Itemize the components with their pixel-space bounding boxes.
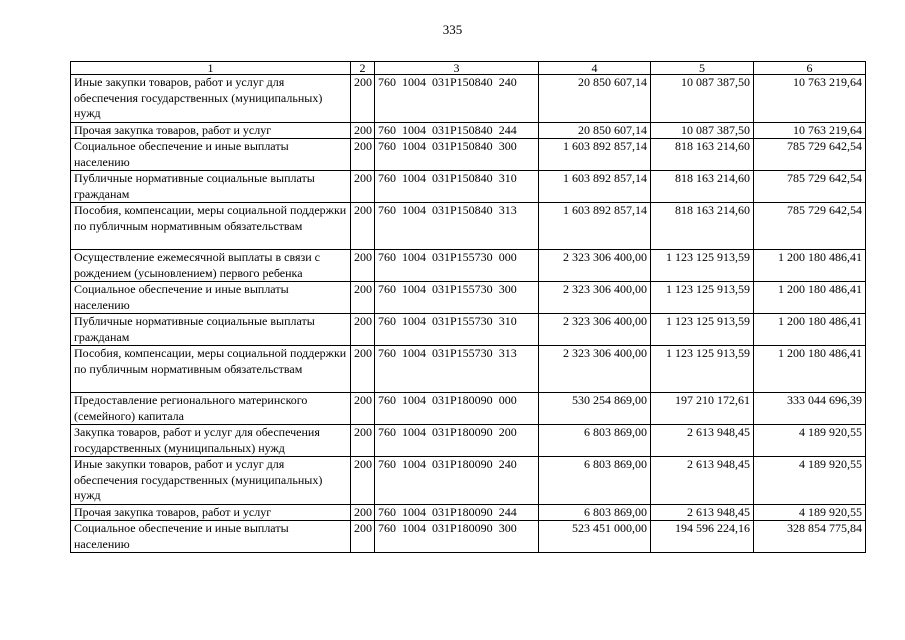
row-name: Социальное обеспечение и иные выплаты населению bbox=[71, 282, 351, 314]
row-value-5: 197 210 172,61 bbox=[651, 393, 754, 425]
row-value-6: 328 854 775,84 bbox=[754, 521, 866, 553]
code-part: 240 bbox=[498, 75, 517, 89]
row-code bbox=[375, 521, 539, 553]
row-value-4: 6 803 869,00 bbox=[539, 425, 651, 457]
row-name: Иные закупки товаров, работ и услуг для обеспечения государственных (муниципальных) нужд bbox=[71, 75, 351, 123]
code-part: 244 bbox=[498, 504, 517, 519]
row-value-4: 530 254 869,00 bbox=[539, 393, 651, 425]
row-name: Социальное обеспечение и иные выплаты населению bbox=[71, 139, 351, 171]
budget-table bbox=[70, 61, 866, 553]
code-part: 1004 bbox=[402, 282, 426, 296]
code-part: 1004 bbox=[402, 139, 426, 153]
table-row bbox=[71, 282, 866, 314]
row-value-5: 818 163 214,60 bbox=[651, 203, 754, 250]
row-value-6: 1 200 180 486,41 bbox=[754, 346, 866, 393]
row-value-6: 333 044 696,39 bbox=[754, 393, 866, 425]
code-part: 031Р150840 bbox=[432, 139, 493, 153]
row-value-5: 1 123 125 913,59 bbox=[651, 250, 754, 282]
row-value-4: 2 323 306 400,00 bbox=[539, 282, 651, 314]
row-name: Предоставление регионального материнского (семейного) капитала bbox=[71, 393, 351, 425]
code-part: 1004 bbox=[402, 314, 426, 328]
row-col2: 200 bbox=[351, 282, 375, 314]
code-part: 240 bbox=[498, 457, 517, 471]
page-number: 335 bbox=[442, 22, 463, 37]
row-col2: 200 bbox=[351, 346, 375, 393]
code-part: 760 bbox=[378, 314, 396, 328]
code-part: 760 bbox=[378, 282, 396, 296]
table-row bbox=[71, 171, 866, 203]
code-part: 031Р150840 bbox=[432, 203, 493, 217]
column-header: 5 bbox=[651, 62, 754, 75]
code-part: 031Р155730 bbox=[432, 346, 493, 360]
table-row bbox=[71, 521, 866, 553]
row-value-6: 10 763 219,64 bbox=[754, 75, 866, 123]
row-name: Осуществление ежемесячной выплаты в связи с рождением (усыновлением) первого ребенка bbox=[71, 250, 351, 282]
row-code bbox=[375, 504, 539, 521]
code-part: 1004 bbox=[402, 203, 426, 217]
code-part: 313 bbox=[498, 346, 517, 360]
code-part: 1004 bbox=[402, 521, 426, 535]
code-part: 1004 bbox=[402, 171, 426, 185]
row-value-6: 785 729 642,54 bbox=[754, 139, 866, 171]
row-code bbox=[375, 314, 539, 346]
code-part: 310 bbox=[498, 314, 517, 328]
code-part: 760 bbox=[378, 139, 396, 153]
code-part: 1004 bbox=[402, 346, 426, 360]
row-value-4: 523 451 000,00 bbox=[539, 521, 651, 553]
row-col2: 200 bbox=[351, 139, 375, 171]
code-part: 760 bbox=[378, 504, 396, 519]
row-value-6: 1 200 180 486,41 bbox=[754, 250, 866, 282]
row-code bbox=[375, 75, 539, 123]
row-value-5: 2 613 948,45 bbox=[651, 425, 754, 457]
row-value-4: 2 323 306 400,00 bbox=[539, 346, 651, 393]
code-part: 031Р180090 bbox=[432, 521, 493, 535]
row-value-5: 10 087 387,50 bbox=[651, 75, 754, 123]
table-row bbox=[71, 75, 866, 123]
row-value-4: 1 603 892 857,14 bbox=[539, 203, 651, 250]
code-part: 760 bbox=[378, 250, 396, 264]
code-part: 031Р180090 bbox=[432, 504, 493, 519]
code-part: 760 bbox=[378, 393, 396, 407]
row-col2: 200 bbox=[351, 171, 375, 203]
table-row bbox=[71, 393, 866, 425]
row-code bbox=[375, 122, 539, 139]
row-value-5: 1 123 125 913,59 bbox=[651, 282, 754, 314]
code-part: 760 bbox=[378, 521, 396, 535]
row-code bbox=[375, 346, 539, 393]
code-part: 1004 bbox=[402, 393, 426, 407]
code-part: 760 bbox=[378, 122, 396, 137]
code-part: 760 bbox=[378, 425, 396, 439]
table-row bbox=[71, 346, 866, 393]
code-part: 000 bbox=[498, 393, 517, 407]
code-part: 031Р155730 bbox=[432, 282, 493, 296]
code-part: 031Р150840 bbox=[432, 171, 493, 185]
row-value-5: 818 163 214,60 bbox=[651, 139, 754, 171]
row-name: Пособия, компенсации, меры социальной поддержки по публичным нормативным обязательствам bbox=[71, 346, 351, 393]
row-code bbox=[375, 250, 539, 282]
row-value-4: 20 850 607,14 bbox=[539, 75, 651, 123]
table-row bbox=[71, 122, 866, 139]
table-row bbox=[71, 314, 866, 346]
code-part: 1004 bbox=[402, 504, 426, 519]
row-value-6: 785 729 642,54 bbox=[754, 171, 866, 203]
row-value-6: 785 729 642,54 bbox=[754, 203, 866, 250]
row-value-4: 6 803 869,00 bbox=[539, 504, 651, 521]
column-header: 2 bbox=[351, 62, 375, 75]
row-code bbox=[375, 457, 539, 505]
row-value-5: 194 596 224,16 bbox=[651, 521, 754, 553]
table-row bbox=[71, 425, 866, 457]
row-value-5: 10 087 387,50 bbox=[651, 122, 754, 139]
row-value-4: 2 323 306 400,00 bbox=[539, 250, 651, 282]
row-value-4: 6 803 869,00 bbox=[539, 457, 651, 505]
code-part: 760 bbox=[378, 75, 396, 89]
column-header: 6 bbox=[754, 62, 866, 75]
code-part: 1004 bbox=[402, 122, 426, 137]
row-value-5: 1 123 125 913,59 bbox=[651, 314, 754, 346]
row-name: Публичные нормативные социальные выплаты гражданам bbox=[71, 314, 351, 346]
row-name: Закупка товаров, работ и услуг для обеспечения государственных (муниципальных) нужд bbox=[71, 425, 351, 457]
code-part: 310 bbox=[498, 171, 517, 185]
code-part: 1004 bbox=[402, 457, 426, 471]
row-value-6: 4 189 920,55 bbox=[754, 425, 866, 457]
row-value-6: 4 189 920,55 bbox=[754, 504, 866, 521]
table-row bbox=[71, 457, 866, 505]
code-part: 760 bbox=[378, 203, 396, 217]
row-name: Публичные нормативные социальные выплаты гражданам bbox=[71, 171, 351, 203]
row-col2: 200 bbox=[351, 457, 375, 505]
row-name: Прочая закупка товаров, работ и услуг bbox=[71, 504, 351, 521]
row-value-5: 818 163 214,60 bbox=[651, 171, 754, 203]
code-part: 000 bbox=[498, 250, 517, 264]
header-row bbox=[71, 62, 866, 75]
code-part: 031Р150840 bbox=[432, 122, 493, 137]
code-part: 031Р150840 bbox=[432, 75, 493, 89]
row-col2: 200 bbox=[351, 425, 375, 457]
row-value-4: 1 603 892 857,14 bbox=[539, 171, 651, 203]
row-code bbox=[375, 282, 539, 314]
row-value-6: 10 763 219,64 bbox=[754, 122, 866, 139]
code-part: 760 bbox=[378, 171, 396, 185]
row-value-5: 2 613 948,45 bbox=[651, 457, 754, 505]
table-row bbox=[71, 139, 866, 171]
row-col2: 200 bbox=[351, 521, 375, 553]
code-part: 300 bbox=[498, 521, 517, 535]
code-part: 760 bbox=[378, 457, 396, 471]
code-part: 031Р155730 bbox=[432, 250, 493, 264]
table-row bbox=[71, 250, 866, 282]
column-header: 1 bbox=[71, 62, 351, 75]
code-part: 300 bbox=[498, 139, 517, 153]
row-col2: 200 bbox=[351, 122, 375, 139]
row-col2: 200 bbox=[351, 314, 375, 346]
row-value-4: 1 603 892 857,14 bbox=[539, 139, 651, 171]
row-col2: 200 bbox=[351, 250, 375, 282]
code-part: 031Р180090 bbox=[432, 393, 493, 407]
row-col2: 200 bbox=[351, 203, 375, 250]
row-value-6: 1 200 180 486,41 bbox=[754, 282, 866, 314]
row-code bbox=[375, 425, 539, 457]
row-value-4: 20 850 607,14 bbox=[539, 122, 651, 139]
row-value-4: 2 323 306 400,00 bbox=[539, 314, 651, 346]
code-part: 300 bbox=[498, 282, 517, 296]
row-code bbox=[375, 393, 539, 425]
row-code bbox=[375, 139, 539, 171]
row-value-5: 1 123 125 913,59 bbox=[651, 346, 754, 393]
code-part: 760 bbox=[378, 346, 396, 360]
code-part: 1004 bbox=[402, 250, 426, 264]
row-name: Иные закупки товаров, работ и услуг для обеспечения государственных (муниципальных) нужд bbox=[71, 457, 351, 505]
row-value-6: 4 189 920,55 bbox=[754, 457, 866, 505]
row-col2: 200 bbox=[351, 75, 375, 123]
table-row bbox=[71, 203, 866, 250]
table-row bbox=[71, 504, 866, 521]
row-name: Пособия, компенсации, меры социальной поддержки по публичным нормативным обязательствам bbox=[71, 203, 351, 250]
code-part: 200 bbox=[498, 425, 517, 439]
row-code bbox=[375, 203, 539, 250]
row-col2: 200 bbox=[351, 504, 375, 521]
row-value-5: 2 613 948,45 bbox=[651, 504, 754, 521]
code-part: 031Р180090 bbox=[432, 457, 493, 471]
row-code bbox=[375, 171, 539, 203]
code-part: 1004 bbox=[402, 425, 426, 439]
column-header: 4 bbox=[539, 62, 651, 75]
row-name: Прочая закупка товаров, работ и услуг bbox=[71, 122, 351, 139]
row-name: Социальное обеспечение и иные выплаты населению bbox=[71, 521, 351, 553]
column-header: 3 bbox=[375, 62, 539, 75]
code-part: 031Р155730 bbox=[432, 314, 493, 328]
row-col2: 200 bbox=[351, 393, 375, 425]
code-part: 031Р180090 bbox=[432, 425, 493, 439]
code-part: 1004 bbox=[402, 75, 426, 89]
code-part: 313 bbox=[498, 203, 517, 217]
code-part: 244 bbox=[498, 122, 517, 137]
row-value-6: 1 200 180 486,41 bbox=[754, 314, 866, 346]
